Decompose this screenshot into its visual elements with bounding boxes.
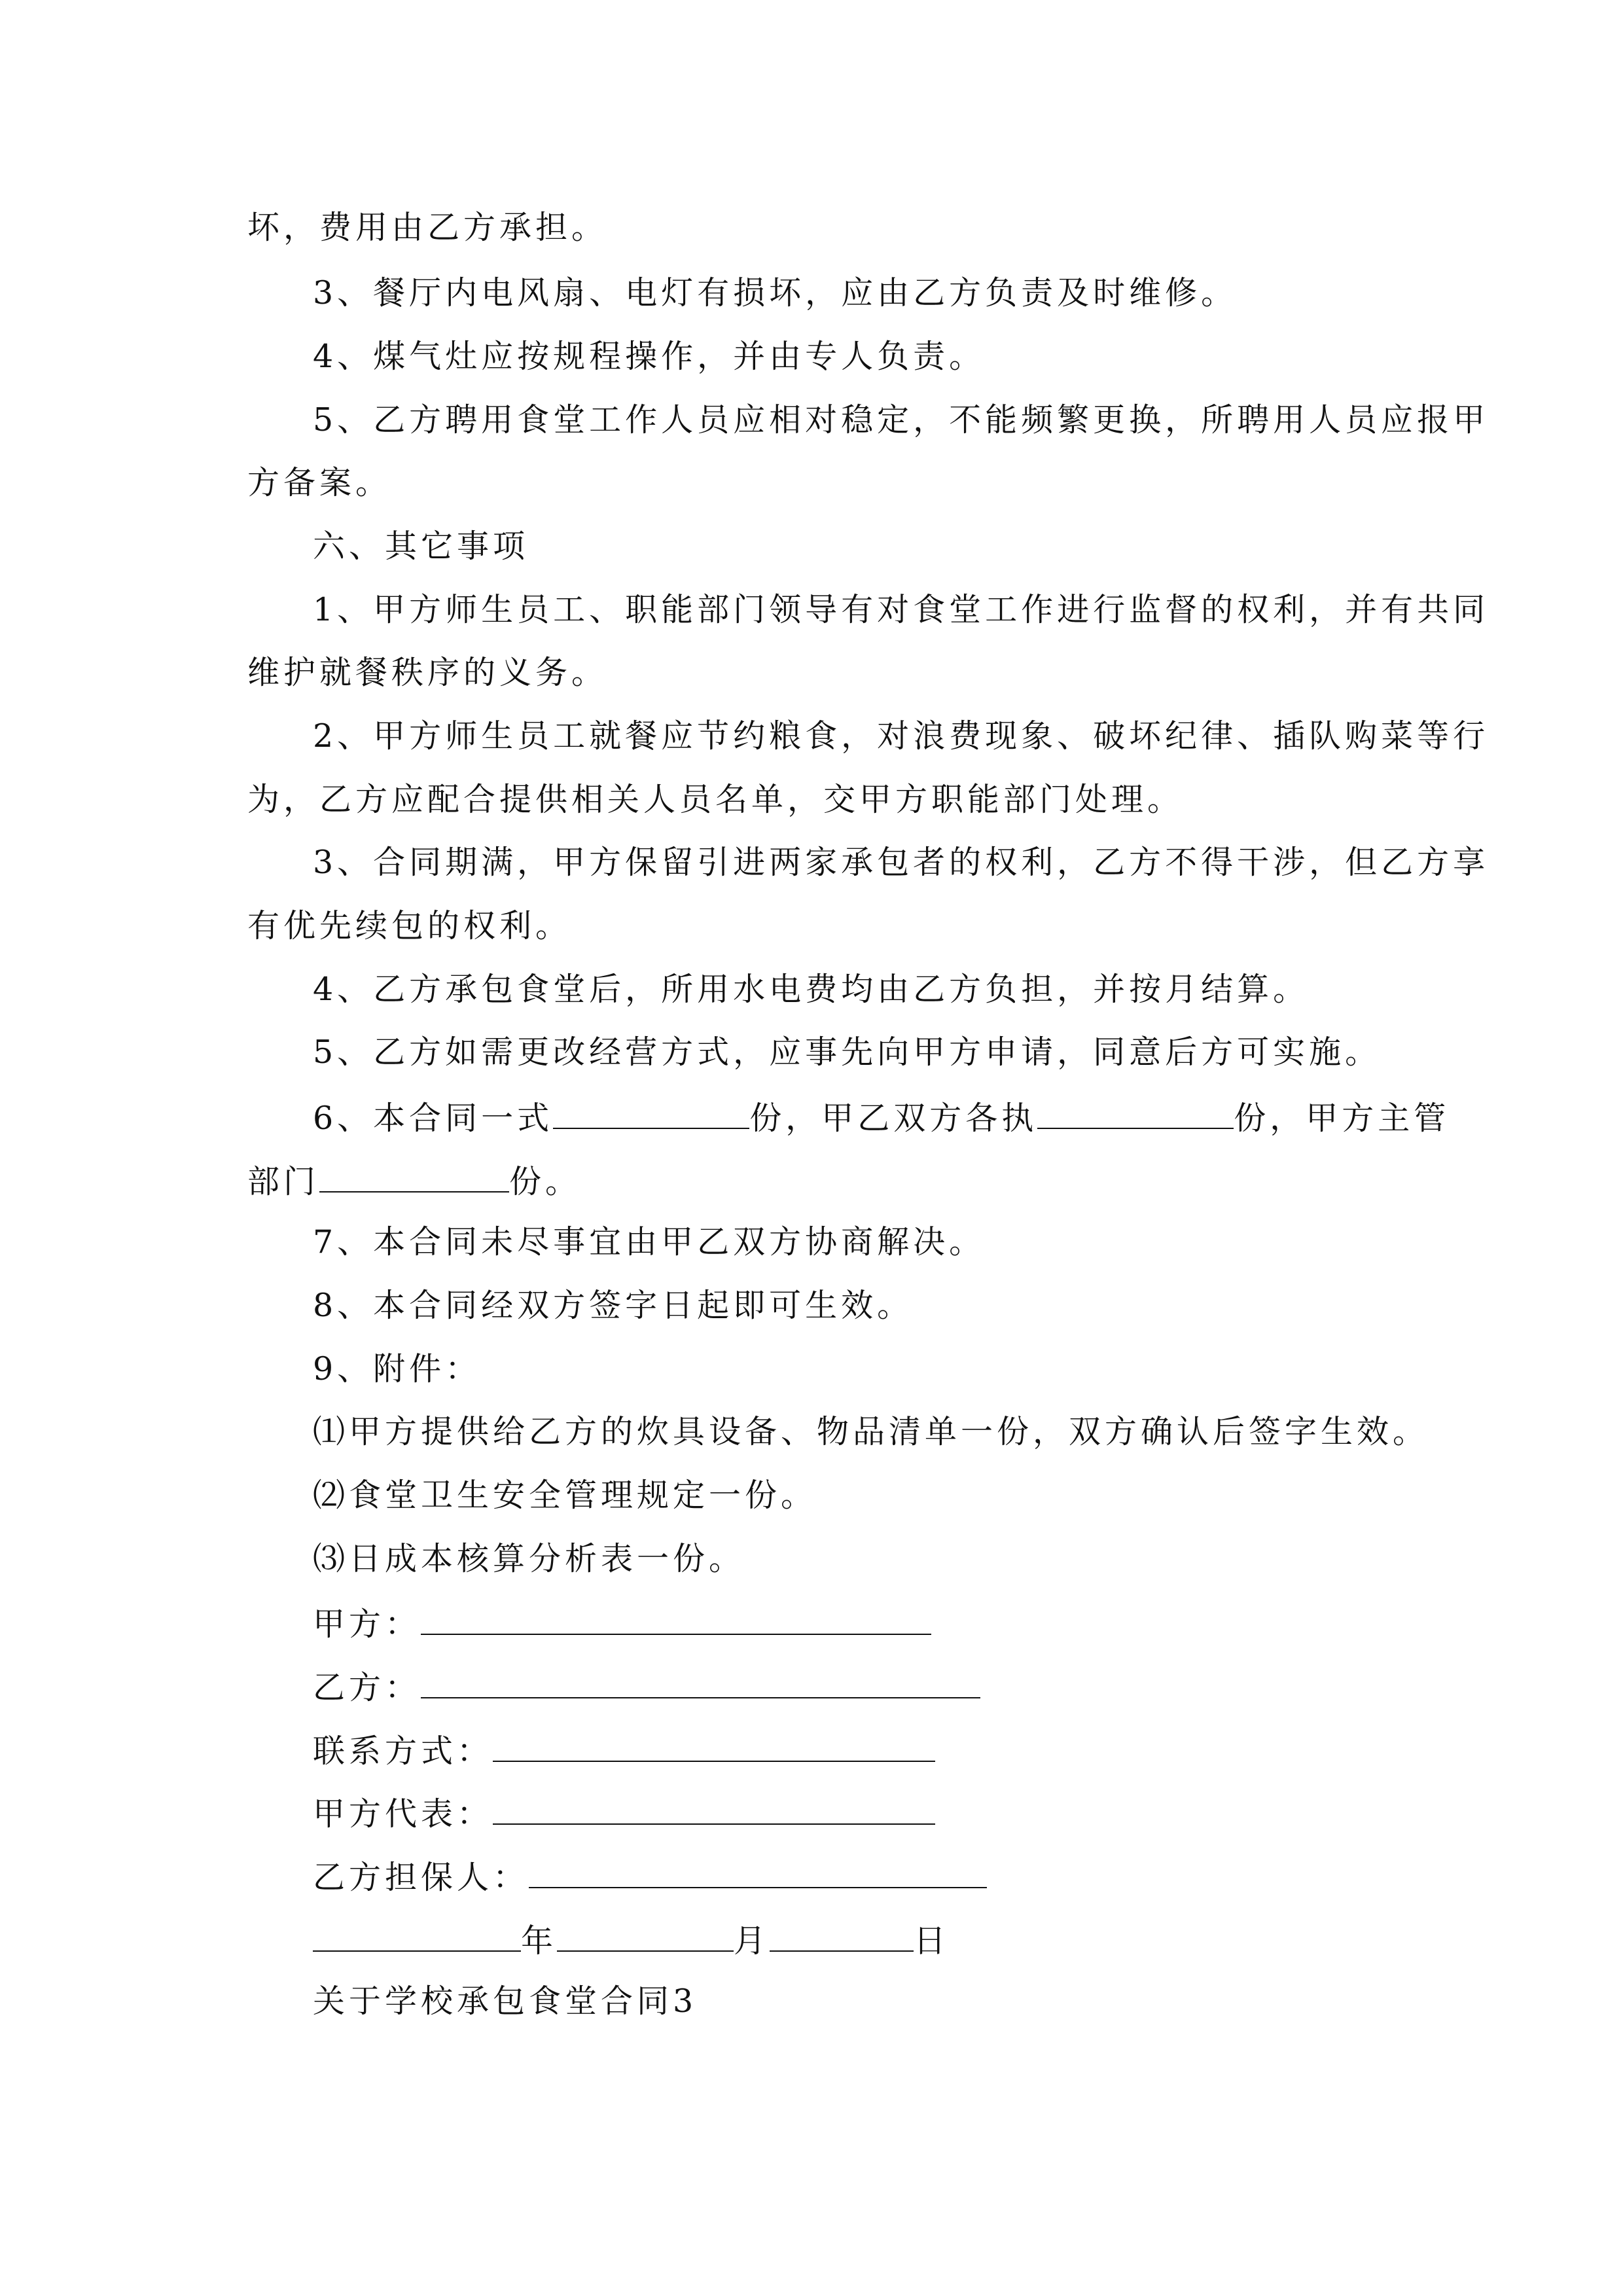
signature-party-b-guarantor: 乙方担保人： [313,1856,987,1897]
text-line: 4、煤气灶应按规程操作，并由专人负责。 [313,338,986,375]
day-blank[interactable] [770,1919,914,1952]
text-line: 为，乙方应配合提供相关人员名单，交甲方职能部门处理。 [247,781,1184,818]
signature-party-b: 乙方： [313,1666,980,1708]
contact-field[interactable] [493,1729,935,1762]
text-line: 5、乙方如需更改经营方式，应事先向甲方申请，同意后方可实施。 [313,1033,1382,1071]
text-line: 有优先续包的权利。 [247,907,572,944]
text-line: 方备案。 [247,464,392,501]
next-section-title: 关于学校承包食堂合同3 [313,1982,698,2020]
attachment-item: ⑴甲方提供给乙方的炊具设备、物品清单一份，双方确认后签字生效。 [313,1413,1429,1450]
text-line: 7、本合同未尽事宜由甲乙双方协商解决。 [313,1223,986,1261]
text-line: 维护就餐秩序的义务。 [247,654,608,691]
signature-party-a-rep: 甲方代表： [313,1792,935,1834]
party-a-signature-field[interactable] [421,1602,931,1635]
clause-6-line2: 部门 份。 [247,1160,581,1202]
text-line: 3、餐厅内电风扇、电灯有损坏，应由乙方负责及时维修。 [313,274,1238,312]
month-blank[interactable] [557,1919,734,1952]
clause-6-line1: 6、本合同一式 份，甲乙双方各执 份，甲方主管 [313,1096,1450,1138]
signature-contact: 联系方式： [313,1729,935,1771]
attachment-item: ⑶日成本核算分析表一份。 [313,1540,745,1577]
signature-party-a: 甲方： [313,1602,931,1644]
text-line: 1、甲方师生员工、职能部门领导有对食堂工作进行监督的权利，并有共同 [313,591,1489,628]
text-line: 坏，费用由乙方承担。 [247,209,608,246]
copies-each-blank[interactable] [1037,1096,1234,1129]
copies-dept-blank[interactable] [319,1160,509,1193]
party-b-guarantor-field[interactable] [529,1856,987,1888]
party-a-rep-field[interactable] [493,1792,935,1825]
year-blank[interactable] [313,1919,521,1952]
text-line: 2、甲方师生员工就餐应节约粮食，对浪费现象、破坏纪律、插队购菜等行 [313,717,1489,755]
text-line: 8、本合同经双方签字日起即可生效。 [313,1287,914,1324]
copies-total-blank[interactable] [553,1096,749,1129]
attachment-item: ⑵食堂卫生安全管理规定一份。 [313,1477,817,1514]
text-line: 3、合同期满，甲方保留引进两家承包者的权利，乙方不得干涉，但乙方享 [313,844,1489,881]
date-line: 年 月 日 [313,1919,950,1961]
text-line: 9、附件： [313,1350,482,1388]
text-line: 5、乙方聘用食堂工作人员应相对稳定，不能频繁更换，所聘用人员应报甲 [313,401,1489,439]
text-line: 4、乙方承包食堂后，所用水电费均由乙方负担，并按月结算。 [313,971,1310,1008]
section-heading: 六、其它事项 [313,528,529,565]
party-b-signature-field[interactable] [421,1666,980,1698]
